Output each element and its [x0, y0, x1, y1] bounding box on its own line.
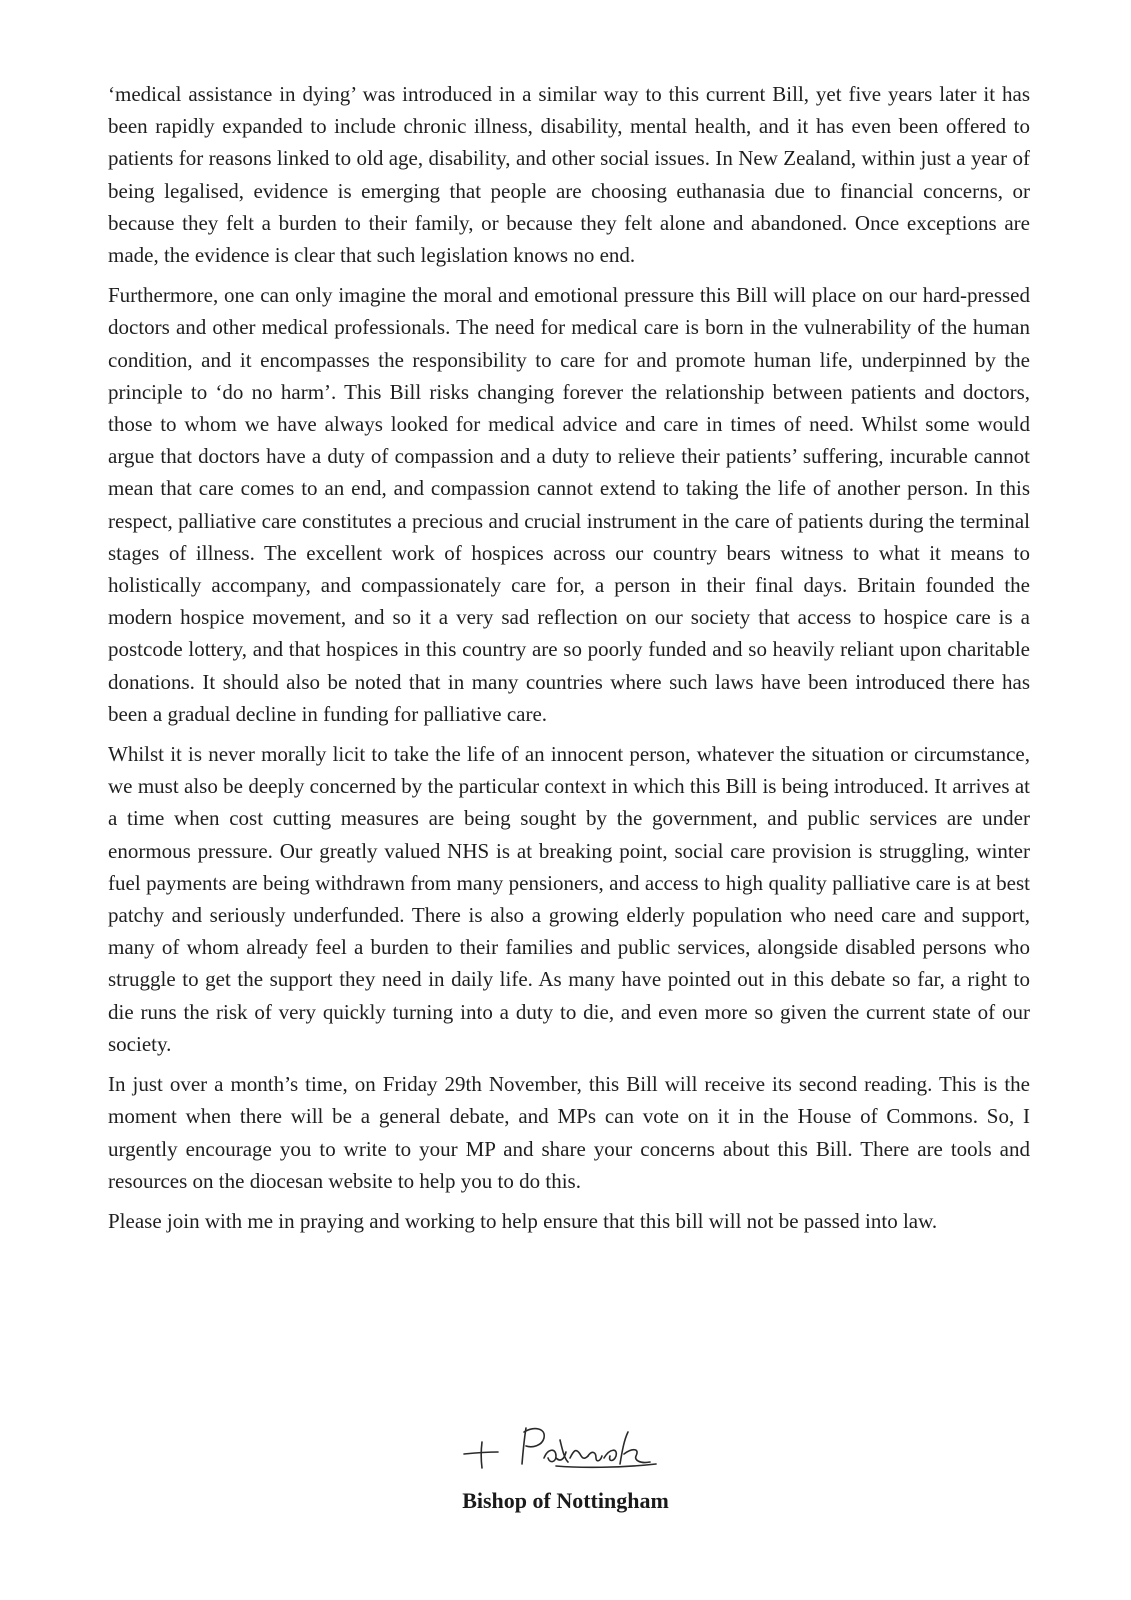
letter-body: [108, 78, 1030, 1245]
handwritten-signature: [460, 1418, 680, 1482]
paragraph-medical-professionals: Furthermore, one can only imagine the moral and emotional pressure this Bill will place on our hard-pressed doctors and other medical professionals. The need for medical care is born in the vulnerability of the human condition, and it encompasses the responsibility to care for and promote human life, underpinned by the principle to ‘do no harm’. This Bill risks changing forever the relationship between patients and doctors, those to whom we have always looked for medical advice and care in times of need. Whilst some would argue that doctors have a duty of compassion and a duty to relieve their patients’ suffering, incurable cannot mean that care comes to an end, and compassion cannot extend to taking the life of another person. In this respect, palliative care constitutes a precious and crucial instrument in the care of patients during the terminal stages of illness. The excellent work of hospices across our country bears witness to what it means to holistically accompany, and compassionately care for, a person in their final days. Britain founded the modern hospice movement, and so it a very sad reflection on our society that access to hospice care is a postcode lottery, and that hospices in this country are so poorly funded and so heavily reliant upon charitable donations. It should also be noted that in many countries where such laws have been introduced there has been a gradual decline in funding for palliative care.: [108, 283, 1030, 726]
signature-patrick-icon: [460, 1418, 680, 1482]
paragraph-context: Whilst it is never morally licit to take the life of an innocent person, whatever the situation or circumstance, we must also be deeply concerned by the particular context in which this Bill is being introduced. It arrives at a time when cost cutting measures are being sought by the government, and public services are under enormous pressure. Our greatly valued NHS is at breaking point, social care provision is struggling, winter fuel payments are being withdrawn from many pensioners, and access to high quality palliative care is at best patchy and seriously underfunded. There is also a growing elderly population who need care and support, many of whom already feel a burden to their families and public services, alongside disabled persons who struggle to get the support they need in daily life. As many have pointed out in this debate so far, a right to die runs the risk of very quickly turning into a duty to die, and even more so given the current state of our society.: [108, 742, 1030, 1056]
paragraph-second-reading: In just over a month’s time, on Friday 29th November, this Bill will receive its second reading. This is the moment when there will be a general debate, and MPs can vote on it in the House of Commons. So, I urgently encourage you to write to your MP and share your concerns about this Bill. There are tools and resources on the diocesan website to help you to do this.: [108, 1072, 1030, 1193]
signature-title: Bishop of Nottingham: [462, 1488, 669, 1513]
paragraph-closing: Please join with me in praying and working to help ensure that this bill will not be passed into law.: [108, 1208, 938, 1233]
paragraph-canada-new-zealand: ‘medical assistance in dying’ was introduced in a similar way to this current Bill, yet five years later it has been rapidly expanded to include chronic illness, disability, mental health, and it has even been offered to patients for reasons linked to old age, disability, and other social issues. In New Zealand, within just a year of being legalised, evidence is emerging that people are choosing euthanasia due to financial concerns, or because they felt a burden to their family, or because they felt alone and abandoned. Once exceptions are made, the evidence is clear that such legislation knows no end.: [108, 82, 1030, 268]
